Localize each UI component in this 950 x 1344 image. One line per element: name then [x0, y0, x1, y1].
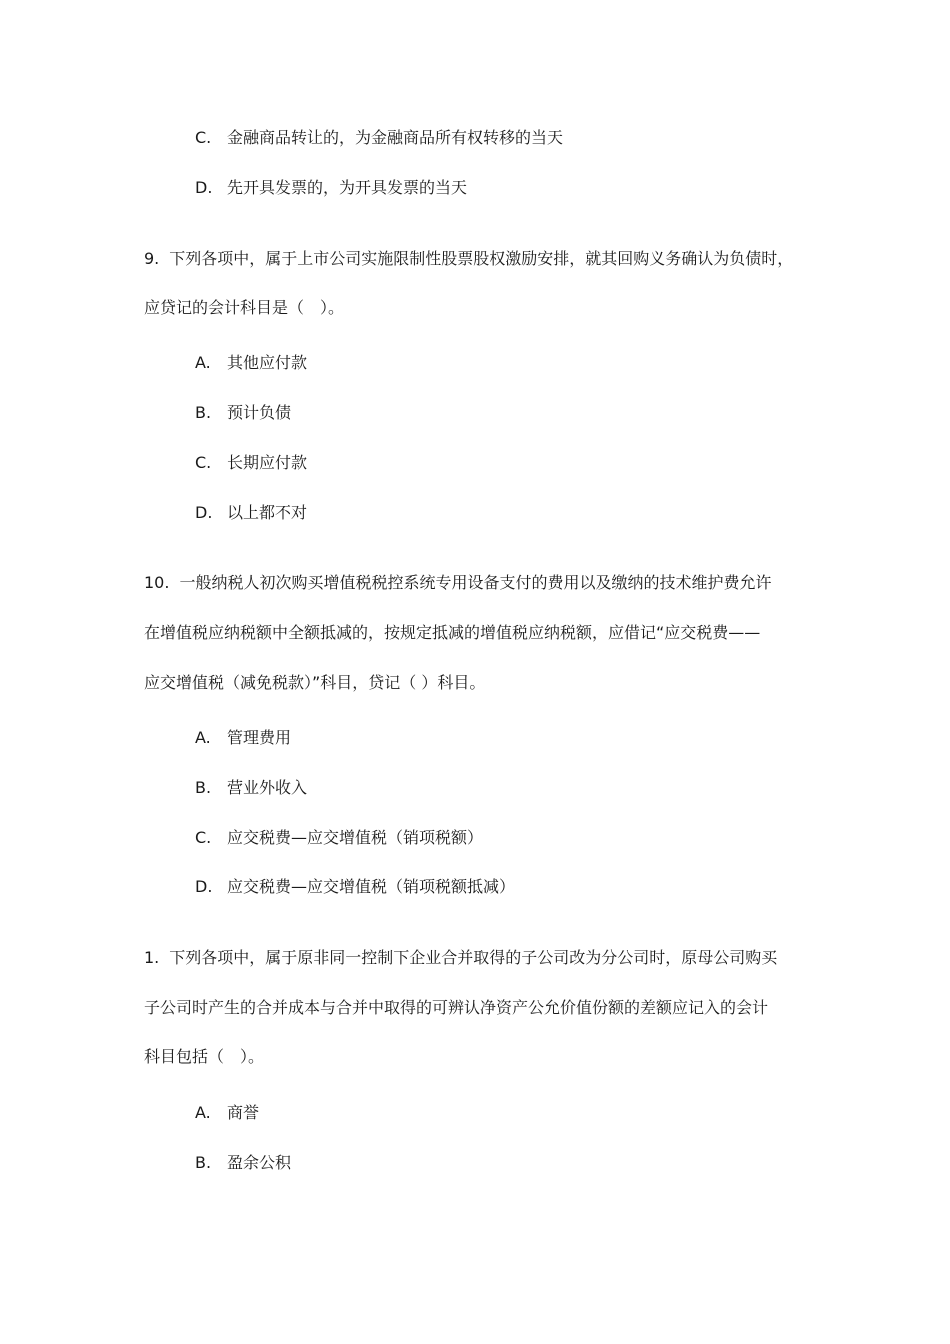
q1-stem-line-2: 子公司时产生的合并成本与合并中取得的可辨认净资产公允价值份额的差额应记入的会计 [144, 998, 769, 1017]
option-letter: A. [195, 1103, 211, 1122]
option-text: 长期应付款 [227, 453, 308, 472]
q10-option-c [195, 828, 483, 848]
option-letter: A. [195, 728, 211, 747]
q8-option-c [195, 128, 563, 148]
q9-option-b [195, 403, 291, 423]
option-letter: D. [195, 178, 213, 197]
q9-option-a [195, 353, 307, 373]
option-letter: D. [195, 877, 213, 896]
option-text: 先开具发票的，为开具发票的当天 [227, 178, 468, 197]
question-text: 下列各项中，属于上市公司实施限制性股票股权激励安排，就其回购义务确认为负债时， [169, 249, 794, 268]
q1-stem-line-1 [144, 948, 777, 968]
q9-option-c [195, 453, 307, 473]
q10-stem-line-3: 应交增值税（减免税款）”科目，贷记（ ）科目。 [144, 673, 486, 692]
question-text: 下列各项中，属于原非同一控制下企业合并取得的子公司改为分公司时，原母公司购买 [169, 948, 778, 967]
option-text: 应交税费—应交增值税（销项税额抵减） [227, 877, 516, 896]
q1-option-b [195, 1153, 291, 1173]
option-text: 以上都不对 [227, 503, 308, 522]
q1-option-a [195, 1103, 259, 1123]
option-text: 应交税费—应交增值税（销项税额） [227, 828, 484, 847]
q10-stem-line-2: 在增值税应纳税额中全额抵减的，按规定抵减的增值税应纳税额，应借记“应交税费—— [144, 623, 761, 642]
option-text: 管理费用 [227, 728, 292, 747]
question-number: 1. [144, 948, 160, 967]
q9-stem-line-1 [144, 249, 793, 269]
question-number: 9. [144, 249, 160, 268]
q8-option-d [195, 178, 467, 198]
q10-stem-line-1 [144, 573, 771, 593]
option-letter: B. [195, 403, 212, 422]
q9-option-d [195, 503, 307, 523]
q10-option-d [195, 877, 515, 897]
option-letter: B. [195, 778, 212, 797]
option-letter: D. [195, 503, 213, 522]
option-text: 其他应付款 [227, 353, 308, 372]
option-letter: C. [195, 828, 212, 847]
question-text: 一般纳税人初次购买增值税税控系统专用设备支付的费用以及缴纳的技术维护费允许 [179, 573, 772, 592]
option-letter: A. [195, 353, 211, 372]
option-text: 盈余公积 [227, 1153, 292, 1172]
option-letter: B. [195, 1153, 212, 1172]
q9-stem-line-2: 应贷记的会计科目是（ ）。 [144, 298, 345, 317]
option-text: 营业外收入 [227, 778, 308, 797]
option-text: 商誉 [227, 1103, 260, 1122]
q1-stem-line-3: 科目包括（ ）。 [144, 1047, 265, 1066]
q10-option-a [195, 728, 291, 748]
option-letter: C. [195, 128, 212, 147]
option-text: 预计负债 [227, 403, 292, 422]
question-number: 10. [144, 573, 170, 592]
option-letter: C. [195, 453, 212, 472]
q10-option-b [195, 778, 307, 798]
option-text: 金融商品转让的，为金融商品所有权转移的当天 [227, 128, 564, 147]
